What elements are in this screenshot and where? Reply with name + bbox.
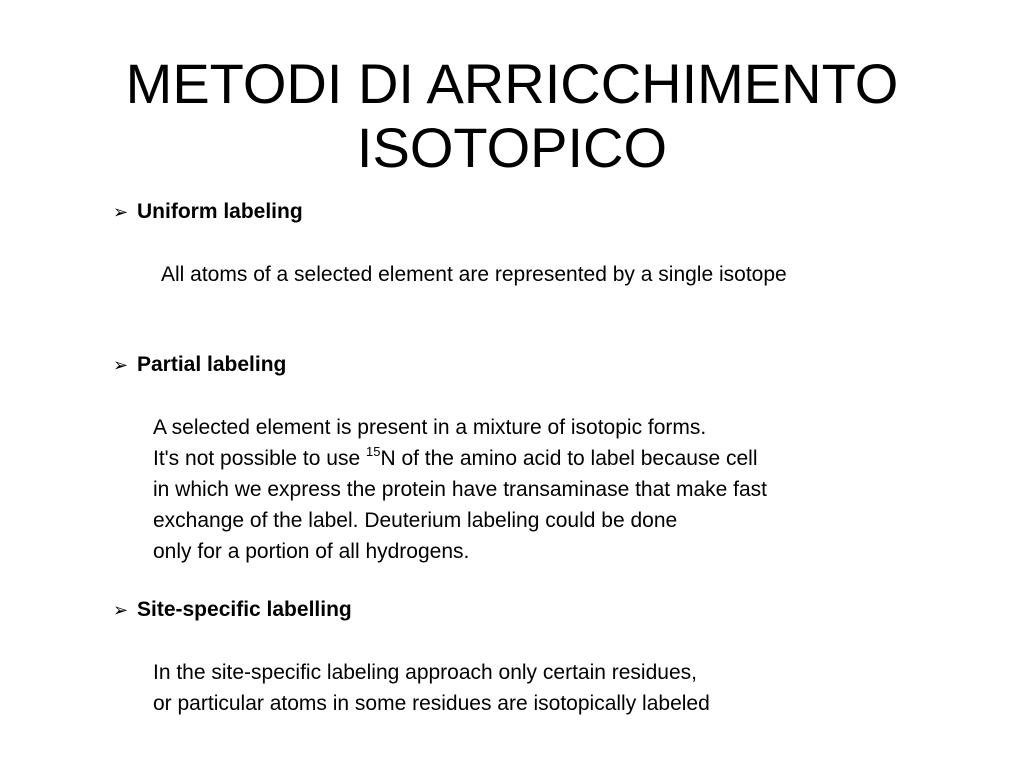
slide-title-line-2: ISOTOPICO (356, 116, 668, 179)
body-line-fragment: N of the amino acid to label because cell (380, 447, 758, 470)
section-heading-uniform (113, 199, 303, 225)
body-line-fragment: It's not possible to use (153, 447, 366, 470)
slide-title (0, 52, 1024, 180)
arrow-bullet-icon: ➢ (113, 202, 129, 222)
body-line: only for a portion of all hydrogens. (153, 540, 470, 563)
body-line-isotope (153, 443, 767, 474)
body-line: In the site-specific labeling approach only certain residues, (153, 661, 697, 684)
section-body-partial (153, 412, 767, 567)
arrow-bullet-icon: ➢ (113, 355, 129, 375)
body-line: in which we express the protein have transaminase that make fast (153, 478, 767, 501)
section-body-site-specific (153, 657, 710, 719)
arrow-bullet-icon: ➢ (113, 600, 129, 620)
section-heading-site-specific (113, 597, 352, 623)
slide-title-line-1: METODI DI ARRICCHIMENTO (125, 52, 899, 115)
section-body-uniform (161, 259, 787, 290)
isotope-mass-number: 15 (365, 444, 381, 459)
section-heading-partial (113, 352, 286, 378)
body-line: exchange of the label. Deuterium labeling could be done (153, 509, 678, 532)
heading-label: Site-specific labelling (137, 598, 352, 621)
body-line: or particular atoms in some residues are isotopically labeled (153, 692, 710, 715)
body-line: A selected element is present in a mixture of isotopic forms. (153, 416, 707, 439)
heading-label: Partial labeling (137, 353, 287, 376)
heading-label: Uniform labeling (137, 200, 303, 223)
body-line: All atoms of a selected element are represented by a single isotope (161, 263, 787, 286)
